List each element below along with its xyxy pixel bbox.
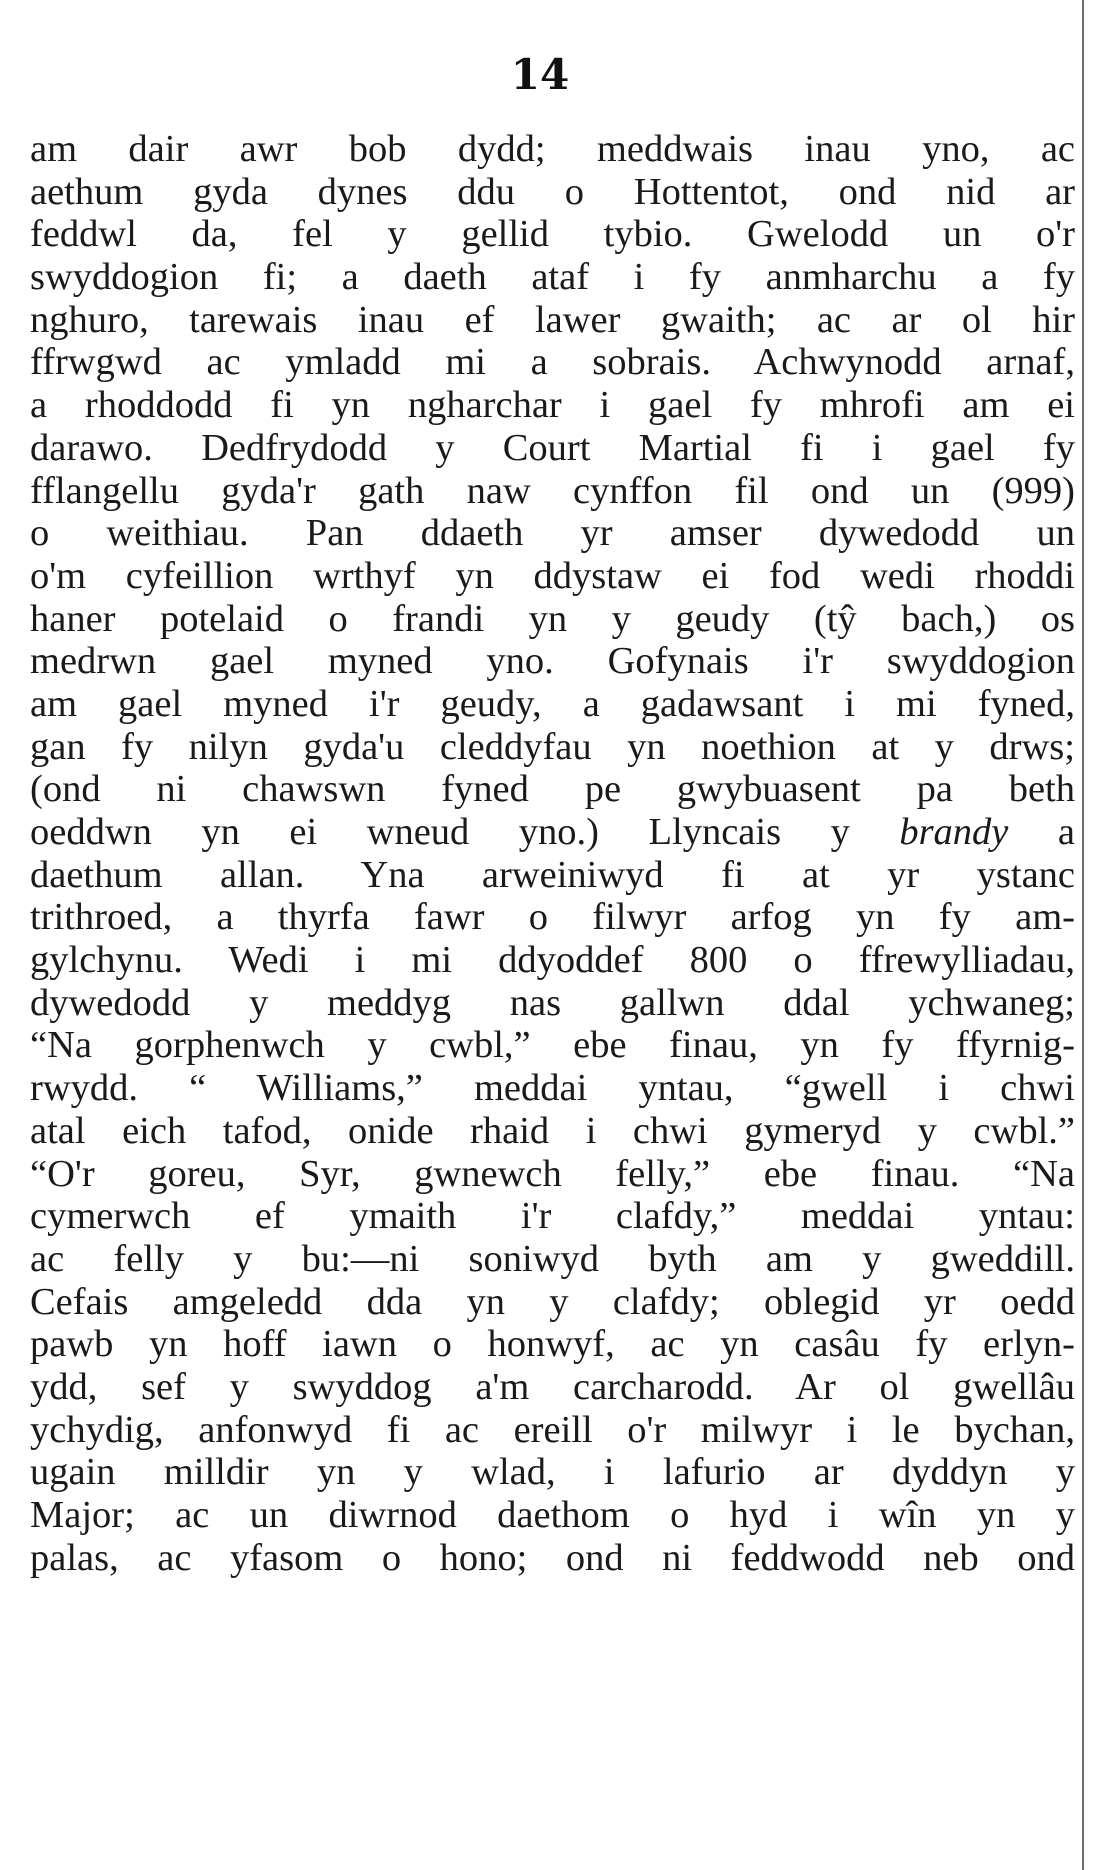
text-line: nghuro, tarewais inau ef lawer gwaith; ac ar ol hir [30,298,1075,341]
text-line: feddwl da, fel y gellid tybio. Gwelodd un o'r [30,213,1075,256]
text-line: atal eich tafod, onide rhaid i chwi gymeryd y cwbl.” [30,1109,1075,1152]
text-line: gylchynu. Wedi i mi ddyoddef 800 o ffrewylliadau, [30,939,1075,982]
text-line: dywedodd y meddyg nas gallwn ddal ychwaneg; [30,981,1075,1024]
text-line: Major; ac un diwrnod daethom o hyd i wîn yn y [30,1494,1075,1536]
page-number: 14 [510,50,570,99]
text-line: am gael myned i'r geudy, a gadawsant i mi fyned, [30,682,1075,725]
text-line: a rhoddodd fi yn ngharchar i gael fy mhrofi am ei [30,384,1075,427]
body-text [30,128,1075,1579]
text-line: fflangellu gyda'r gath naw cynffon fil ond un (999) [30,469,1075,512]
text-line: am dair awr bob dydd; meddwais inau yno, ac [30,128,1075,170]
text-line: cymerwch ef ymaith i'r clafdy,” meddai yntau: [30,1195,1075,1238]
text-line: Cefais amgeledd dda yn y clafdy; oblegid yr oedd [30,1280,1075,1323]
text-line: (ond ni chawswn fyned pe gwybuasent pa beth [30,768,1075,811]
text-line: o weithiau. Pan ddaeth yr amser dywedodd un [30,512,1075,555]
text-line: ac felly y bu:—ni soniwyd byth am y gweddill. [30,1237,1075,1280]
text-line: ffrwgwd ac ymladd mi a sobrais. Achwynodd arnaf, [30,341,1075,384]
text-line: palas, ac yfasom o hono; ond ni feddwodd neb ond [30,1536,1075,1579]
text-line: pawb yn hoff iawn o honwyf, ac yn casâu fy erlyn- [30,1323,1075,1366]
text-line: aethum gyda dynes ddu o Hottentot, ond nid ar [30,170,1075,213]
text-segment: a [1008,811,1075,853]
italic-word: brandy [899,811,1009,853]
text-line: gan fy nilyn gyda'u cleddyfau yn noethion at y drws; [30,725,1075,768]
text-line: ychydig, anfonwyd fi ac ereill o'r milwyr i le bychan, [30,1408,1075,1451]
text-line: trithroed, a thyrfa fawr o filwyr arfog yn fy am- [30,896,1075,939]
text-line: “Na gorphenwch y cwbl,” ebe finau, yn fy ffyrnig- [30,1024,1075,1067]
text-line: swyddogion fi; a daeth ataf i fy anmharchu a fy [30,256,1075,299]
text-line: “O'r goreu, Syr, gwnewch felly,” ebe finau. “Na [30,1152,1075,1195]
text-segment: oeddwn yn ei wneud yno.) Llyncais y [30,811,900,853]
page-edge-rule [1082,0,1084,1870]
text-line: o'm cyfeillion wrthyf yn ddystaw ei fod wedi rhoddi [30,554,1075,597]
text-line: daethum allan. Yna arweiniwyd fi at yr ystanc [30,853,1075,896]
text-line: medrwn gael myned yno. Gofynais i'r swyddogion [30,640,1075,683]
text-line: haner potelaid o frandi yn y geudy (tŷ bach,) os [30,597,1075,640]
text-line: ugain milldir yn y wlad, i lafurio ar dyddyn y [30,1451,1075,1494]
text-line: darawo. Dedfrydodd y Court Martial fi i gael fy [30,426,1075,469]
text-line [30,811,1075,854]
text-line: rwydd. “ Williams,” meddai yntau, “gwell i chwi [30,1067,1075,1110]
text-line: ydd, sef y swyddog a'm carcharodd. Ar ol gwellâu [30,1365,1075,1408]
